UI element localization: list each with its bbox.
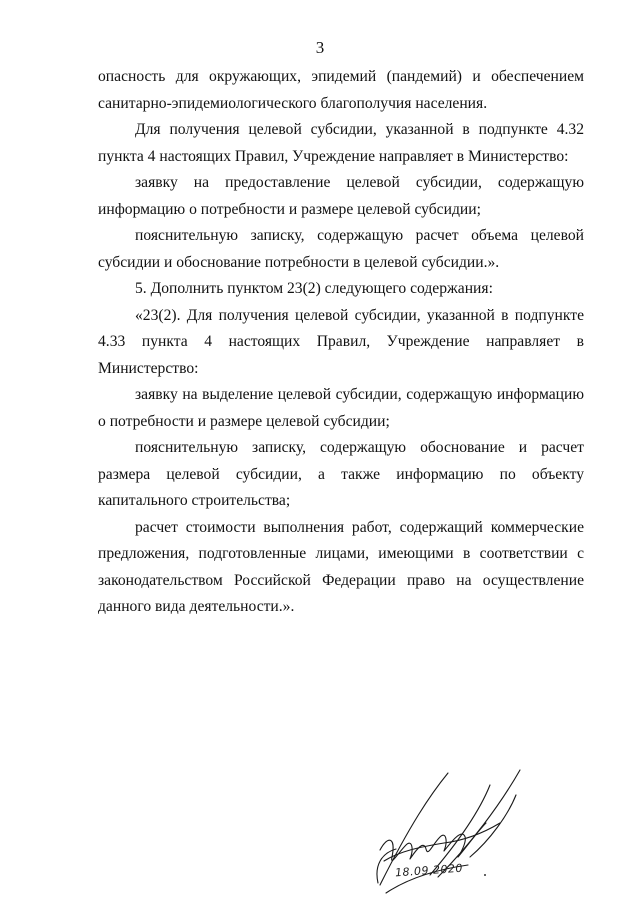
- paragraph-subsidy-4-32: Для получения целевой субсидии, указанной в подпункте 4.32 пункта 4 настоящих Правил, Учреждение направляет в Министерство:: [98, 121, 584, 165]
- paragraph-amendment-5: 5. Дополнить пунктом 23(2) следующего содержания:: [135, 280, 493, 297]
- signature-date: 18.09.2020: [394, 861, 464, 880]
- paragraph-explanatory-note: пояснительную записку, содержащую расчет объема целевой субсидии и обоснование потребности в целевой субсидии.».: [98, 227, 584, 271]
- page-number: 3: [315, 38, 325, 57]
- document-body: [98, 64, 584, 621]
- ink-mark: [484, 874, 486, 876]
- paragraph-allocation-application: заявку на выделение целевой субсидии, содержащую информацию о потребности и размере целевой субсидии;: [98, 386, 584, 430]
- handwritten-signature: [340, 765, 540, 905]
- paragraph-continuation: опасность для окружающих, эпидемий (пандемий) и обеспечением санитарно-эпидемиологического благополучия населения.: [98, 68, 584, 112]
- paragraph-application: заявку на предоставление целевой субсидии, содержащую информацию о потребности и размере целевой субсидии;: [98, 174, 584, 218]
- paragraph-cost-calculation: расчет стоимости выполнения работ, содержащий коммерческие предложения, подготовленные лицами, имеющими в соответствии с законодательством Российской Федерации право на осуществление данного вида деятельности.».: [98, 518, 584, 615]
- paragraph-clause-23-2: «23(2). Для получения целевой субсидии, указанной в подпункте 4.33 пункта 4 настоящих Правил, Учреждение направляет в Министерство:: [98, 306, 584, 377]
- paragraph-explanatory-note-construction: пояснительную записку, содержащую обоснование и расчет размера целевой субсидии, а также информацию по объекту капитального строительства;: [98, 439, 584, 509]
